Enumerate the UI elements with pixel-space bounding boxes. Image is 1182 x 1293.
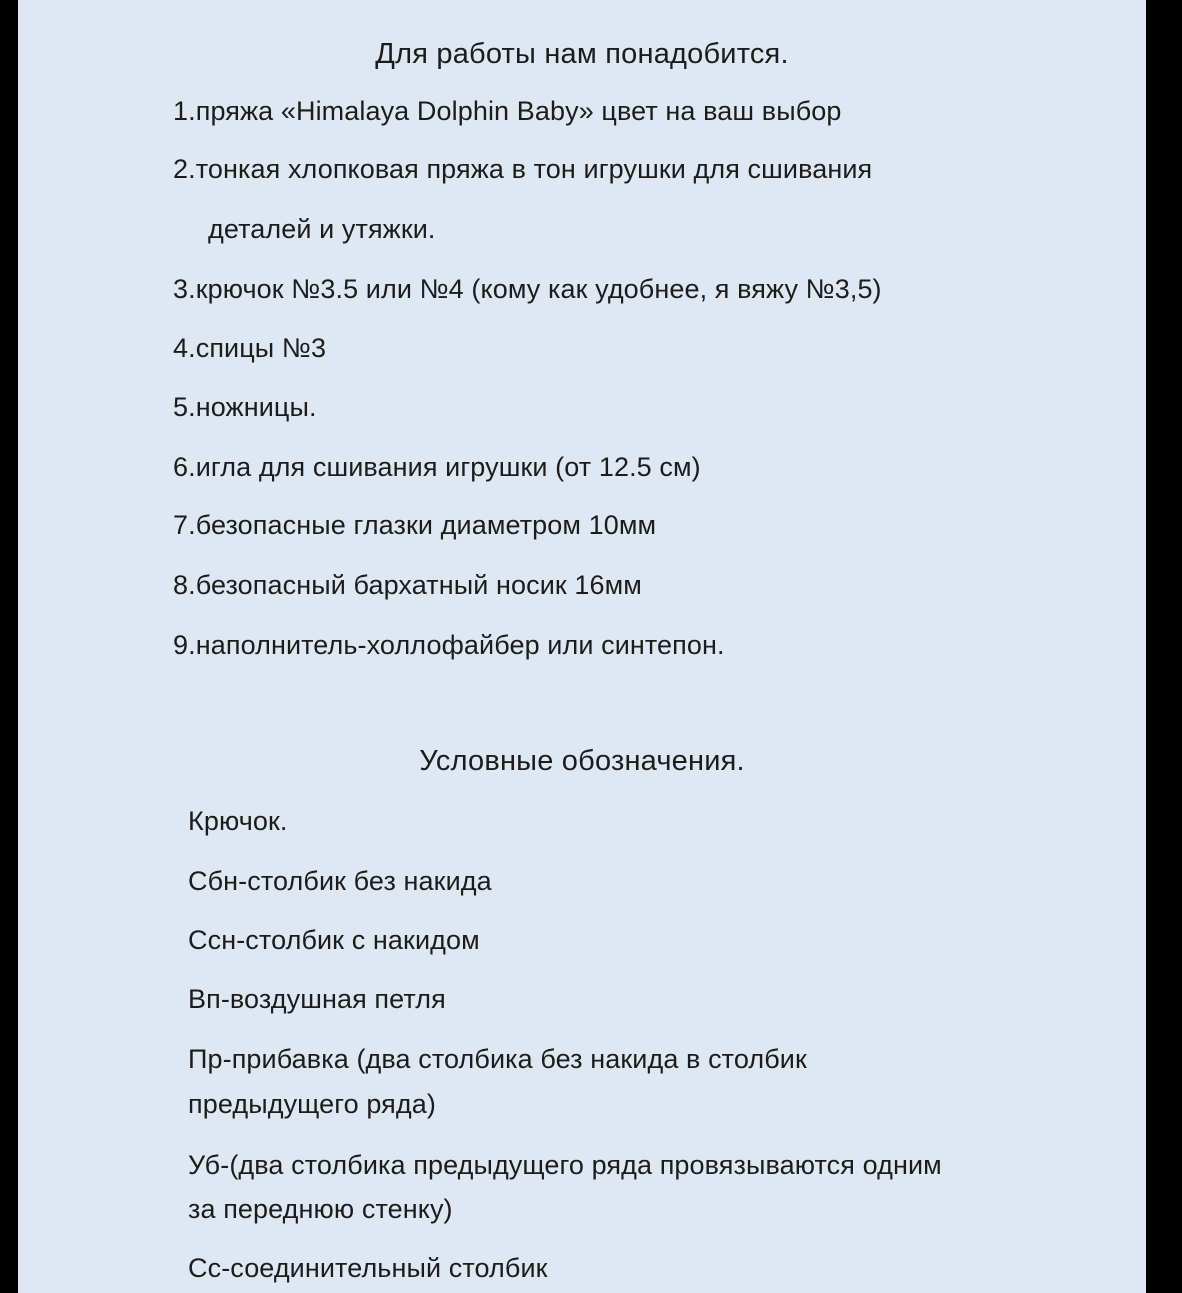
materials-item-2-continued: деталей и утяжки. bbox=[208, 214, 436, 244]
legend-item-pr-continued: предыдущего ряда) bbox=[188, 1089, 436, 1119]
materials-item-9: 9.наполнитель-холлофайбер или синтепон. bbox=[173, 630, 725, 660]
legend-item-sbn: Сбн-столбик без накида bbox=[188, 866, 492, 896]
legend-item-ub: Уб-(два столбика предыдущего ряда провязываются одним bbox=[188, 1150, 942, 1180]
legend-item-ss: Сс-соединительный столбик bbox=[188, 1253, 548, 1283]
legend-item-vp: Вп-воздушная петля bbox=[188, 984, 446, 1014]
legend-item-ub-continued: за переднюю стенку) bbox=[188, 1194, 453, 1224]
materials-item-7: 7.безопасные глазки диаметром 10мм bbox=[173, 510, 657, 540]
materials-item-4: 4.спицы №3 bbox=[173, 333, 327, 363]
legend-heading: Условные обозначения. bbox=[419, 745, 745, 777]
materials-item-6: 6.игла для сшивания игрушки (от 12.5 см) bbox=[173, 452, 701, 482]
legend-item-ssn: Ссн-столбик с накидом bbox=[188, 925, 480, 955]
materials-item-3: 3.крючок №3.5 или №4 (кому как удобнее, я вяжу №3,5) bbox=[173, 274, 882, 304]
materials-item-8: 8.безопасный бархатный носик 16мм bbox=[173, 570, 642, 600]
document-page bbox=[18, 0, 1146, 1293]
materials-item-1: 1.пряжа «Himalaya Dolphin Baby» цвет на ваш выбор bbox=[173, 96, 842, 126]
materials-item-5: 5.ножницы. bbox=[173, 392, 317, 422]
materials-heading: Для работы нам понадобится. bbox=[375, 38, 789, 70]
materials-item-2: 2.тонкая хлопковая пряжа в тон игрушки для сшивания bbox=[173, 154, 873, 184]
legend-item-hook: Крючок. bbox=[188, 806, 288, 836]
legend-item-pr: Пр-прибавка (два столбика без накида в столбик bbox=[188, 1044, 807, 1074]
